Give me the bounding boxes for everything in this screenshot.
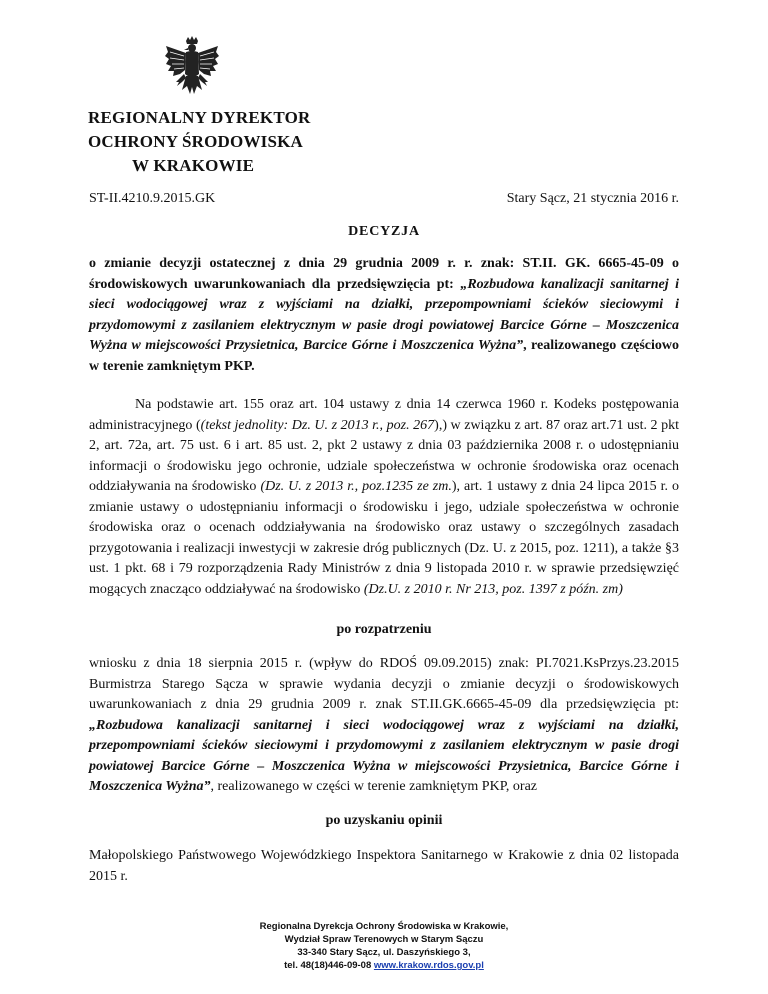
request-paragraph <box>89 654 679 798</box>
issuer-line-2: OCHRONY ŚRODOWISKA <box>88 132 304 151</box>
issuer-line-3: W KRAKOWIE <box>132 156 255 175</box>
footer-website-link[interactable]: www.krakow.rdos.gov.pl <box>373 960 484 971</box>
legal-basis-part-3: ), art. 1 ustawy z dnia 24 lipca 2015 r. o zmianie ustawy o udostępnianiu informacji o środowisku i jego, udziale społeczeństwa w ochronie środowiska oraz o ocenach oddziaływania na środowisko oraz ustawy o szczególnych zasadach przygotowania i realizacji inwestycji w zakresie dróg publicznych (Dz. U. z 2015, poz. 1211), a także §3 ust. 1 pkt. 68 i 79 rozporządzenia Rady Ministrów z dnia 9 listopada 2010 r. w sprawie przedsięwzięć mogących znacząco oddziaływać na środowisko <box>89 479 679 597</box>
heading-after-opinion: po uzyskaniu opinii <box>325 813 443 828</box>
decision-subject <box>89 254 679 377</box>
issuer-line-1: REGIONALNY DYREKTOR <box>88 108 311 127</box>
legal-citation-2: (Dz. U. z 2013 r., poz.1235 ze zm. <box>260 479 452 494</box>
reference-number: ST-II.4210.9.2015.GK <box>89 191 216 206</box>
legal-citation-3: (Dz.U. z 2010 r. Nr 213, poz. 1397 z późn. zm) <box>363 581 623 597</box>
legal-basis-part-2: ),) w związku z art. 87 oraz art.71 ust. 2 pkt 2, art. 72a, art. 75 ust. 6 i art. 85 ust. 2, pkt 2 ustawy z dnia 03 października 2008 r. o udostępnianiu informacji o środowisku jego ochronie, udziale społeczeństwa w ochronie środowiska oraz ocenach oddziaływania na środowisko <box>89 417 680 494</box>
polish-eagle-emblem-icon <box>164 36 220 100</box>
footer-line-1: Regionalna Dyrekcja Ochrony Środowiska w Krakowie, <box>259 921 509 932</box>
legal-basis-paragraph <box>89 395 679 600</box>
legal-citation-1: (tekst jednolity: Dz. U. z 2013 r., poz. 267 <box>200 417 435 433</box>
subject-project-name: „Rozbudowa kanalizacji sanitarnej i sieci wodociągowej wraz z wyjściami na działki, przepompowniami ścieków sieciowymi i przydomowymi z zasilaniem elektrycznym w pasie drogi powiatowej Barcice Górne – Moszczenica Wyżna w miejscowości Przysietnica, Barcice Górne i Moszczenica Wyżna” <box>89 276 679 353</box>
footer-line-3: 33-340 Stary Sącz, ul. Daszyńskiego 3, <box>297 947 471 958</box>
issuer-header <box>88 106 388 178</box>
heading-after-review: po rozpatrzeniu <box>336 622 432 637</box>
footer-phone: tel. 48(18)446-09-08 <box>284 960 374 971</box>
opinion-paragraph: Małopolskiego Państwowego Wojewódzkiego Inspektora Sanitarnego w Krakowie z dnia 02 listopada 2015 r. <box>89 848 679 884</box>
place-and-date: Stary Sącz, 21 stycznia 2016 r. <box>506 191 679 206</box>
subject-intro: o zmianie decyzji ostatecznej z dnia 29 grudnia 2009 r. r. znak: ST.II. GK. 6665-45-09 o środowiskowych uwarunkowaniach dla przedsięwzięcia pt: <box>89 256 679 292</box>
request-part-2: , realizowanego w części w terenie zamkniętym PKP, oraz <box>210 779 538 794</box>
request-project-name: „Rozbudowa kanalizacji sanitarnej i sieci wodociągowej wraz z wyjściami na działki, przepompowniami ścieków sieciowymi i przydomowymi z zasilaniem elektrycznym w pasie drogi powiatowej Barcice Górne – Moszczenica Wyżna w miejscowości Przysietnica, Barcice Górne i Moszczenica Wyżna” <box>89 717 679 794</box>
request-part-1: wniosku z dnia 18 sierpnia 2015 r. (wpływ do RDOŚ 09.09.2015) znak: PI.7021.KsPrzys.23.2015 Burmistrza Starego Sącza w sprawie wydania decyzji o zmianie decyzji o środowiskowych uwarunkowaniach z dnia 29 grudnia 2009 r. znak ST.II.GK.6665-45-09 dla przedsięwzięcia pt: <box>89 656 679 712</box>
document-title: DECYZJA <box>348 224 420 239</box>
footer-line-2: Wydział Spraw Terenowych w Starym Sączu <box>284 934 484 945</box>
subject-outro: , realizowanego częściowo w terenie zamkniętym PKP. <box>89 338 679 374</box>
page-footer <box>0 920 768 972</box>
legal-basis-part-1: Na podstawie art. 155 oraz art. 104 ustawy z dnia 14 czerwca 1960 r. Kodeks postępowania administracyjnego ( <box>89 397 679 433</box>
footer-contact <box>0 959 768 972</box>
